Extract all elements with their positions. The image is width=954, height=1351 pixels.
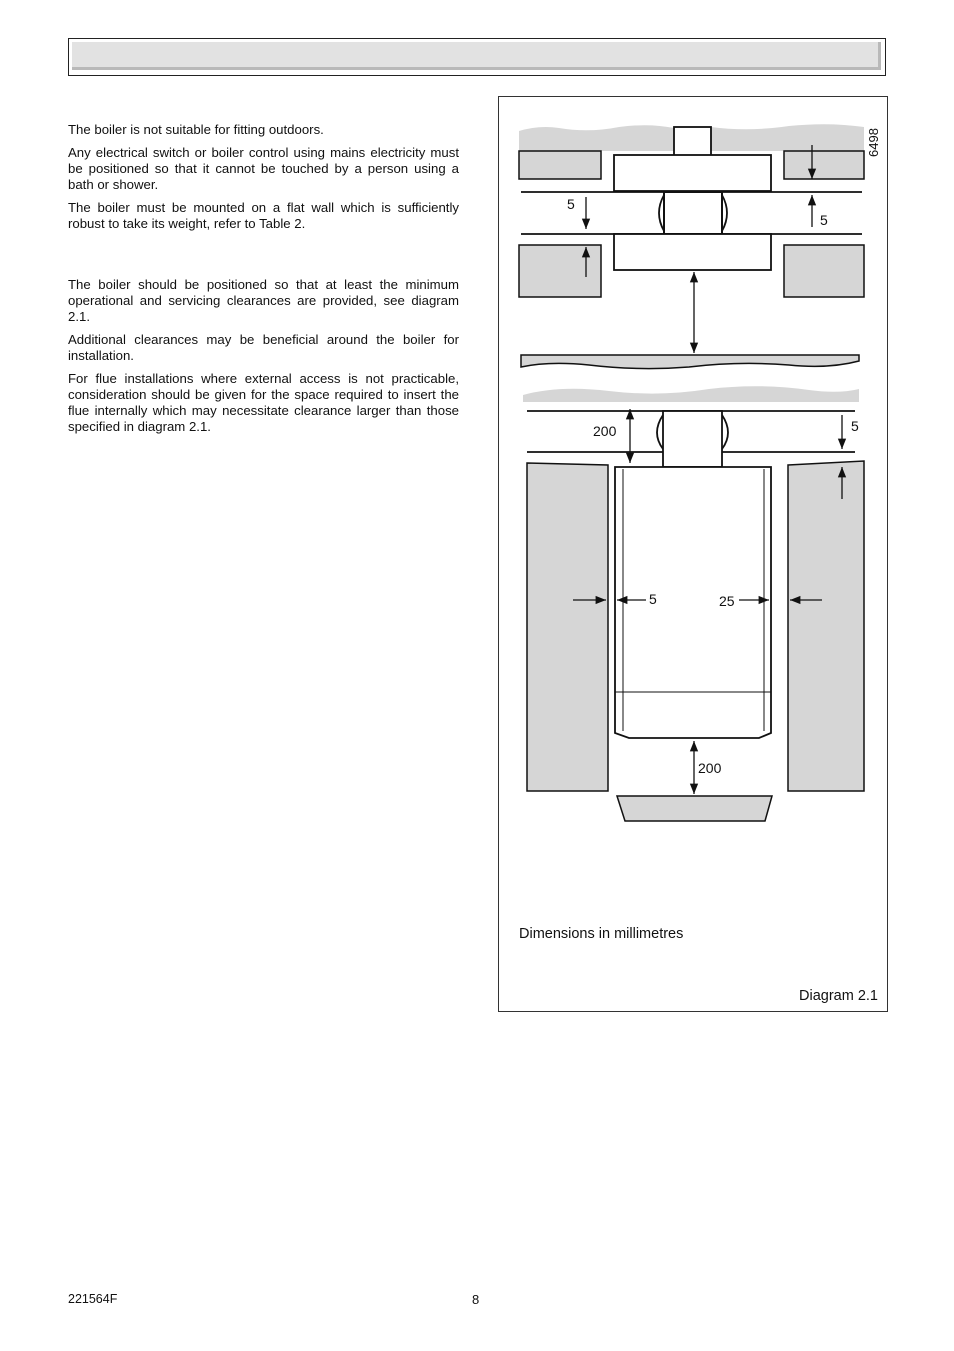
front-ceiling bbox=[523, 386, 859, 402]
dim-plan-right: 5 bbox=[820, 212, 828, 228]
document-code: 221564F bbox=[68, 1292, 118, 1306]
clearances-paragraph-1: The boiler should be positioned so that at least the minimum operational and servicing clearances are provided, see diagram 2.1. bbox=[68, 277, 459, 324]
front-flue-stub bbox=[663, 411, 722, 467]
plan-lower-left-block bbox=[519, 245, 601, 297]
intro-paragraph-1: The boiler is not suitable for fitting outdoors. bbox=[68, 122, 324, 137]
plan-floor bbox=[521, 355, 859, 369]
clearances-paragraph-2: Additional clearances may be beneficial around the boiler for installation. bbox=[68, 332, 459, 363]
diagram-ref-number: 6498 bbox=[866, 128, 881, 157]
page-number: 8 bbox=[472, 1292, 480, 1307]
section-header-bar bbox=[68, 38, 886, 76]
clearance-diagram-drawing bbox=[499, 97, 889, 1013]
section-header-fill bbox=[72, 42, 881, 70]
front-right-wall bbox=[788, 461, 864, 791]
plan-view bbox=[519, 124, 881, 368]
plan-upper-left-block bbox=[519, 151, 601, 179]
section-gap bbox=[68, 239, 459, 277]
dim-front-right: 25 bbox=[719, 593, 735, 609]
intro-paragraph-3: The boiler must be mounted on a flat wall which is sufficiently robust to take its weight, refer to Table 2. bbox=[68, 200, 459, 231]
dim-front-top-right: 5 bbox=[851, 418, 859, 434]
front-view bbox=[523, 386, 864, 821]
plan-top-wall bbox=[519, 125, 674, 151]
front-floor bbox=[617, 796, 772, 821]
front-boiler-casing bbox=[615, 467, 771, 738]
diagram-label: Diagram 2.1 bbox=[799, 988, 878, 1004]
plan-top-wall-right bbox=[711, 124, 864, 151]
dim-front-bottom: 200 bbox=[698, 760, 722, 776]
clearance-diagram bbox=[498, 96, 888, 1012]
intro-paragraph-2: Any electrical switch or boiler control using mains electricity must be positioned so that it cannot be touched by a person using a bath or shower. bbox=[68, 145, 459, 192]
plan-boiler-upper bbox=[614, 155, 771, 191]
body-text-column bbox=[68, 122, 459, 442]
plan-upper-right-block bbox=[784, 151, 864, 179]
plan-boiler-lower bbox=[614, 234, 771, 270]
dim-front-top: 200 bbox=[593, 423, 617, 439]
clearances-paragraph-3: For flue installations where external access is not practicable, consideration should be given for the space required to insert the flue internally which may necessitate clearance larger than those specified in diagram 2.1. bbox=[68, 371, 459, 434]
dim-plan-left: 5 bbox=[567, 196, 575, 212]
dim-front-left: 5 bbox=[649, 591, 657, 607]
front-left-wall bbox=[527, 463, 608, 791]
plan-lower-right-block bbox=[784, 245, 864, 297]
dimensions-note: Dimensions in millimetres bbox=[519, 926, 684, 942]
plan-flue-box bbox=[664, 192, 722, 234]
